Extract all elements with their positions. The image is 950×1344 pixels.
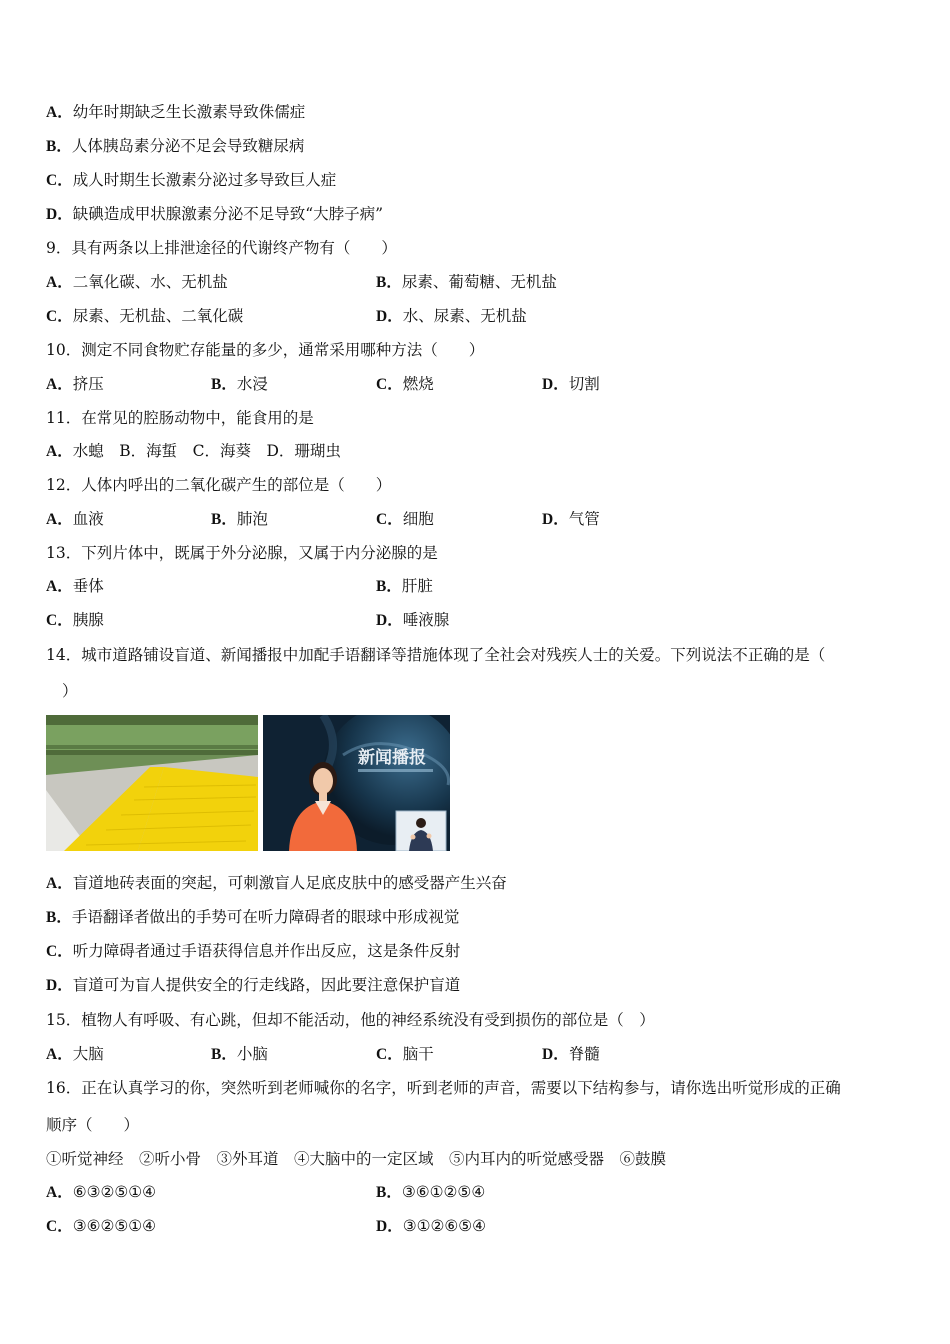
news-broadcast-photo <box>263 715 450 851</box>
q11-options: A．水螅 B．海蜇 C．海葵 D．珊瑚虫 <box>46 442 341 460</box>
q9-stem: 9．具有两条以上排泄途径的代谢终产物有（ ） <box>46 239 397 257</box>
q16-option-c: C．③⑥②⑤①④ <box>46 1217 157 1235</box>
q8-option-b: B．人体胰岛素分泌不足会导致糖尿病 <box>46 137 305 155</box>
q8-option-c: C．成人时期生长激素分泌过多导致巨人症 <box>46 171 337 189</box>
q9-option-a: A．二氧化碳、水、无机盐 <box>46 273 228 291</box>
q16-options-row-2 <box>46 1216 906 1236</box>
q16-structure-list: ①听觉神经 ②听小骨 ③外耳道 ④大脑中的一定区域 ⑤内耳内的听觉感受器 ⑥鼓膜 <box>46 1150 667 1168</box>
q12-option-b: B．肺泡 <box>211 510 268 528</box>
q13-options-row-1 <box>46 576 906 596</box>
q15-stem: 15．植物人有呼吸、有心跳，但却不能活动，他的神经系统没有受到损伤的部位是（ ） <box>46 1011 655 1029</box>
q13-option-b: B．肝脏 <box>376 577 433 595</box>
q10-option-d: D．切割 <box>542 375 600 393</box>
q16-option-b: B．③⑥①②⑤④ <box>376 1183 486 1201</box>
q16-options-row-1 <box>46 1182 906 1202</box>
q16-stem-cont: 顺序（ ） <box>46 1116 140 1134</box>
q14-option-c: C．听力障碍者通过手语获得信息并作出反应，这是条件反射 <box>46 942 461 960</box>
q14-stem: 14．城市道路铺设盲道、新闻播报中加配手语翻译等措施体现了全社会对残疾人士的关爱。下列说法不正确的是（ <box>46 646 826 664</box>
q14-option-b: B．手语翻译者做出的手势可在听力障碍者的眼球中形成视觉 <box>46 908 460 926</box>
q10-option-c: C．燃烧 <box>376 375 434 393</box>
q16-option-a: A．⑥③②⑤①④ <box>46 1183 157 1201</box>
tactile-paving-photo <box>46 715 258 851</box>
q10-option-a: A．挤压 <box>46 375 104 393</box>
q9-options-row-1 <box>46 272 906 292</box>
q8-option-d: D．缺碘造成甲状腺激素分泌不足导致“大脖子病” <box>46 205 384 223</box>
q10-option-b: B．水浸 <box>211 375 268 393</box>
q12-option-c: C．细胞 <box>376 510 434 528</box>
q13-options-row-2 <box>46 610 906 630</box>
q13-option-a: A．垂体 <box>46 577 104 595</box>
q8-option-a: A．幼年时期缺乏生长激素导致侏儒症 <box>46 103 306 121</box>
q9-option-c: C．尿素、无机盐、二氧化碳 <box>46 307 244 325</box>
q16-stem: 16．正在认真学习的你，突然听到老师喊你的名字，听到老师的声音，需要以下结构参与，请你选出听觉形成的正确 <box>46 1079 841 1097</box>
q9-option-b: B．尿素、葡萄糖、无机盐 <box>376 273 557 291</box>
q16-option-d: D．③①②⑥⑤④ <box>376 1217 487 1235</box>
q13-option-d: D．唾液腺 <box>376 611 450 629</box>
q15-option-a: A．大脑 <box>46 1045 104 1063</box>
q15-options <box>46 1044 906 1064</box>
q12-option-a: A．血液 <box>46 510 104 528</box>
q12-stem: 12．人体内呼出的二氧化碳产生的部位是（ ） <box>46 476 392 494</box>
q15-option-b: B．小脑 <box>211 1045 268 1063</box>
q9-options-row-2 <box>46 306 906 326</box>
q14-stem-cont: ） <box>62 682 78 700</box>
q14-option-a: A．盲道地砖表面的突起，可刺激盲人足底皮肤中的感受器产生兴奋 <box>46 874 507 892</box>
q14-option-d: D．盲道可为盲人提供安全的行走线路，因此要注意保护盲道 <box>46 976 461 994</box>
q13-option-c: C．胰腺 <box>46 611 104 629</box>
q12-options <box>46 509 906 529</box>
q15-option-c: C．脑干 <box>376 1045 434 1063</box>
q11-stem: 11．在常见的腔肠动物中，能食用的是 <box>46 409 314 427</box>
news-logo-text: 新闻播报 <box>358 748 426 768</box>
q12-option-d: D．气管 <box>542 510 600 528</box>
q13-stem: 13．下列片体中，既属于外分泌腺，又属于内分泌腺的是 <box>46 544 438 562</box>
q9-option-d: D．水、尿素、无机盐 <box>376 307 527 325</box>
q15-option-d: D．脊髓 <box>542 1045 600 1063</box>
q10-options <box>46 374 906 394</box>
q10-stem: 10．测定不同食物贮存能量的多少，通常采用哪种方法（ ） <box>46 341 485 359</box>
